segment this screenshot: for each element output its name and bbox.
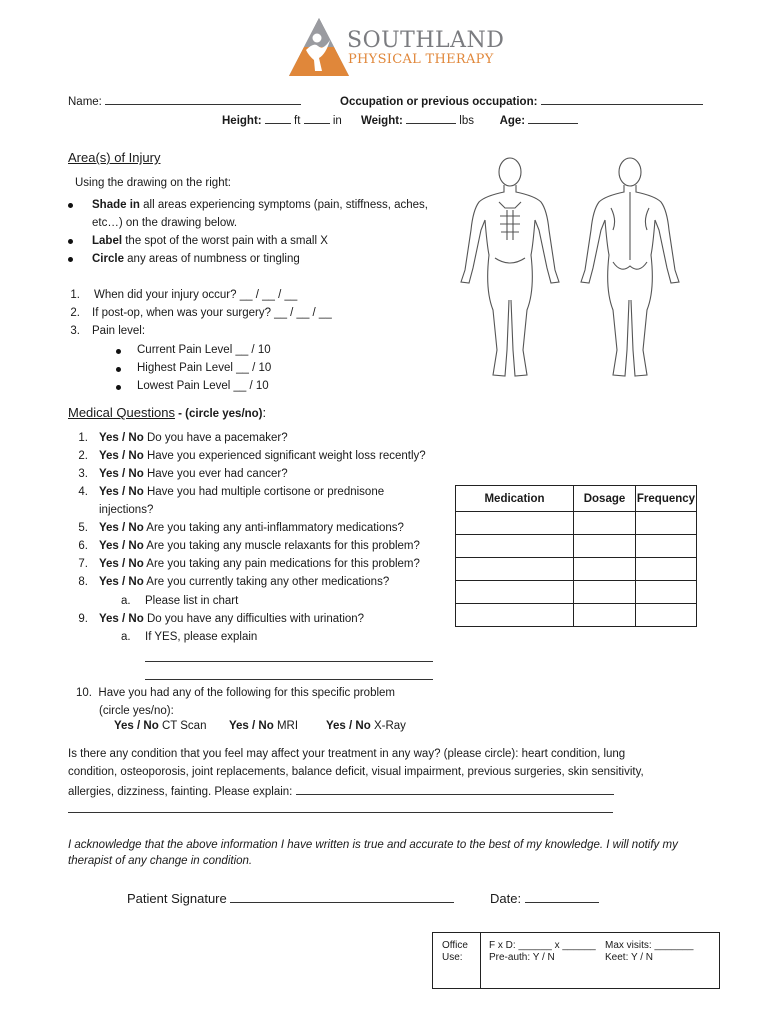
acknowledge-line-1: I acknowledge that the above information I have written is true and accurate to the best of my knowledge. I will notify my — [68, 839, 678, 851]
mq2-num: 2. — [78, 450, 88, 462]
medical-question-10: 10. Have you had any of the following for this specific problem — [76, 687, 395, 699]
ct-scan-option[interactable]: Yes / No CT Scan — [114, 720, 207, 732]
table-row — [456, 581, 697, 604]
date-line[interactable] — [525, 890, 599, 903]
injury-q2-num: 2. — [70, 307, 80, 319]
dosage-cell[interactable] — [574, 604, 636, 627]
mq5-num: 5. — [78, 522, 88, 534]
medical-question-9[interactable]: Yes / No Do you have any difficulties with urination? — [99, 613, 365, 625]
medication-cell[interactable] — [456, 535, 574, 558]
keet-field[interactable]: Keet: Y / N — [605, 952, 653, 963]
medication-cell[interactable] — [456, 604, 574, 627]
name-field-row — [68, 94, 301, 108]
table-row — [456, 535, 697, 558]
medical-question-4-cont: injections? — [99, 504, 154, 516]
logo-subtitle: PHYSICAL THERAPY — [348, 52, 494, 67]
occupation-input-line[interactable] — [541, 94, 703, 105]
height-ft-line[interactable] — [265, 113, 291, 124]
height-label: Height: — [222, 115, 262, 127]
condition-line-2: condition, osteoporosis, joint replacements, balance deficit, visual impairment, previous surgeries, skin sensitivity, — [68, 766, 644, 778]
injury-q1: When did your injury occur? __ / __ / __ — [94, 289, 298, 301]
medication-cell[interactable] — [456, 558, 574, 581]
injury-bullet-1-cont: etc…) on the drawing below. — [92, 217, 238, 229]
max-visits-field[interactable]: Max visits: _______ — [605, 940, 694, 951]
injury-bullet-1: Shade in all areas experiencing symptoms (pain, stiffness, aches, — [92, 199, 428, 211]
bullet-dot-2 — [68, 235, 84, 246]
office-divider — [480, 932, 481, 988]
pain-bullet-2 — [116, 363, 121, 375]
medical-question-10-cont: (circle yes/no): — [99, 705, 174, 717]
dosage-cell[interactable] — [574, 512, 636, 535]
injury-q3: Pain level: — [92, 325, 146, 337]
mri-option[interactable]: Yes / No MRI — [229, 720, 299, 732]
signature-row — [127, 890, 454, 906]
medication-header: Medication — [456, 486, 574, 512]
mq9-num: 9. — [78, 613, 88, 625]
injury-heading: Area(s) of Injury — [68, 150, 161, 165]
frequency-cell[interactable] — [636, 581, 697, 604]
logo-triangle-icon — [288, 16, 350, 78]
mq8-num: 8. — [78, 576, 88, 588]
mq9-sub-letter: a. — [121, 631, 131, 643]
condition-explain-line-2[interactable] — [68, 812, 613, 813]
condition-explain-line[interactable] — [296, 784, 614, 795]
mq8-sub-text: Please list in chart — [145, 595, 239, 607]
mq7-num: 7. — [78, 558, 88, 570]
medical-question-3[interactable]: Yes / No Have you ever had cancer? — [99, 468, 288, 480]
logo-name: SOUTHLAND — [347, 28, 505, 53]
body-back-figure — [581, 158, 679, 376]
medication-table — [455, 485, 697, 627]
pain-level-highest: Highest Pain Level __ / 10 — [137, 362, 272, 374]
lbs-label: lbs — [459, 115, 474, 127]
frequency-header: Frequency — [636, 486, 697, 512]
fxd-field[interactable]: F x D: ______ x ______ — [489, 940, 596, 951]
pain-bullet-3 — [116, 381, 121, 393]
mq4-num: 4. — [78, 486, 88, 498]
injury-q3-num: 3. — [70, 325, 80, 337]
signature-line[interactable] — [230, 890, 454, 903]
office-use-box — [432, 932, 720, 989]
medical-question-8[interactable]: Yes / No Are you currently taking any other medications? — [99, 576, 390, 588]
date-row — [490, 890, 599, 906]
weight-input-line[interactable] — [406, 113, 456, 124]
explain-line-1[interactable] — [145, 661, 433, 662]
name-input-line[interactable] — [105, 94, 301, 105]
medical-question-6[interactable]: Yes / No Are you taking any muscle relaxants for this problem? — [99, 540, 420, 552]
dosage-cell[interactable] — [574, 581, 636, 604]
pain-level-lowest: Lowest Pain Level __ / 10 — [137, 380, 269, 392]
mq8-sub-letter: a. — [121, 595, 131, 607]
injury-intro: Using the drawing on the right: — [75, 177, 231, 189]
age-label: Age: — [499, 115, 526, 127]
in-label: in — [332, 115, 342, 127]
medication-cell[interactable] — [456, 512, 574, 535]
patient-signature-label: Patient Signature — [127, 891, 227, 906]
bullet-dot-1 — [68, 199, 84, 210]
frequency-cell[interactable] — [636, 535, 697, 558]
weight-label: Weight: — [360, 115, 403, 127]
mq3-num: 3. — [78, 468, 88, 480]
name-label: Name: — [68, 96, 102, 108]
pain-level-current: Current Pain Level __ / 10 — [137, 344, 271, 356]
bullet-dot-3 — [68, 253, 84, 264]
injury-q1-num: 1. — [70, 289, 80, 301]
mq9-sub-text: If YES, please explain — [145, 631, 258, 643]
injury-q2: If post-op, when was your surgery? __ / __ / __ — [92, 307, 332, 319]
medical-question-2[interactable]: Yes / No Have you experienced significant weight loss recently? — [99, 450, 426, 462]
measurements-row — [222, 113, 578, 127]
medication-cell[interactable] — [456, 581, 574, 604]
frequency-cell[interactable] — [636, 512, 697, 535]
dosage-header: Dosage — [574, 486, 636, 512]
condition-line-1: Is there any condition that you feel may affect your treatment in any way? (please circle): heart condition, lung — [68, 748, 626, 760]
mq1-num: 1. — [78, 432, 88, 444]
medication-table-header — [456, 486, 697, 512]
use-label: Use: — [442, 952, 463, 963]
table-row — [456, 604, 697, 627]
table-row — [456, 558, 697, 581]
xray-option[interactable]: Yes / No X-Ray — [326, 720, 406, 732]
mq6-num: 6. — [78, 540, 88, 552]
medical-question-7[interactable]: Yes / No Are you taking any pain medications for this problem? — [99, 558, 420, 570]
acknowledge-line-2: therapist of any change in condition. — [68, 855, 253, 867]
medical-question-4[interactable]: Yes / No Have you had multiple cortisone or prednisone — [99, 486, 385, 498]
injury-bullet-3: Circle any areas of numbness or tingling — [92, 253, 300, 265]
dosage-cell[interactable] — [574, 535, 636, 558]
age-input-line[interactable] — [528, 113, 578, 124]
body-diagram[interactable] — [455, 150, 685, 385]
explain-line-2[interactable] — [145, 679, 433, 680]
occupation-field-row — [340, 94, 703, 108]
frequency-cell[interactable] — [636, 558, 697, 581]
injury-bullet-2: Label the spot of the worst pain with a small X — [92, 235, 328, 247]
medical-question-5[interactable]: Yes / No Are you taking any anti-inflammatory medications? — [99, 522, 404, 534]
preauth-field[interactable]: Pre-auth: Y / N — [489, 952, 555, 963]
dosage-cell[interactable] — [574, 558, 636, 581]
pain-bullet-1 — [116, 345, 121, 357]
medical-heading: Medical Questions - (circle yes/no): — [68, 405, 267, 420]
ft-label: ft — [294, 115, 301, 127]
height-in-line[interactable] — [304, 113, 330, 124]
medical-question-1[interactable]: Yes / No Do you have a pacemaker? — [99, 432, 288, 444]
frequency-cell[interactable] — [636, 604, 697, 627]
date-label: Date: — [490, 891, 522, 906]
body-front-figure — [461, 158, 559, 376]
occupation-label: Occupation or previous occupation: — [340, 96, 538, 108]
condition-line-3: allergies, dizziness, fainting. Please explain: — [68, 784, 614, 798]
office-label: Office — [442, 940, 468, 951]
table-row — [456, 512, 697, 535]
